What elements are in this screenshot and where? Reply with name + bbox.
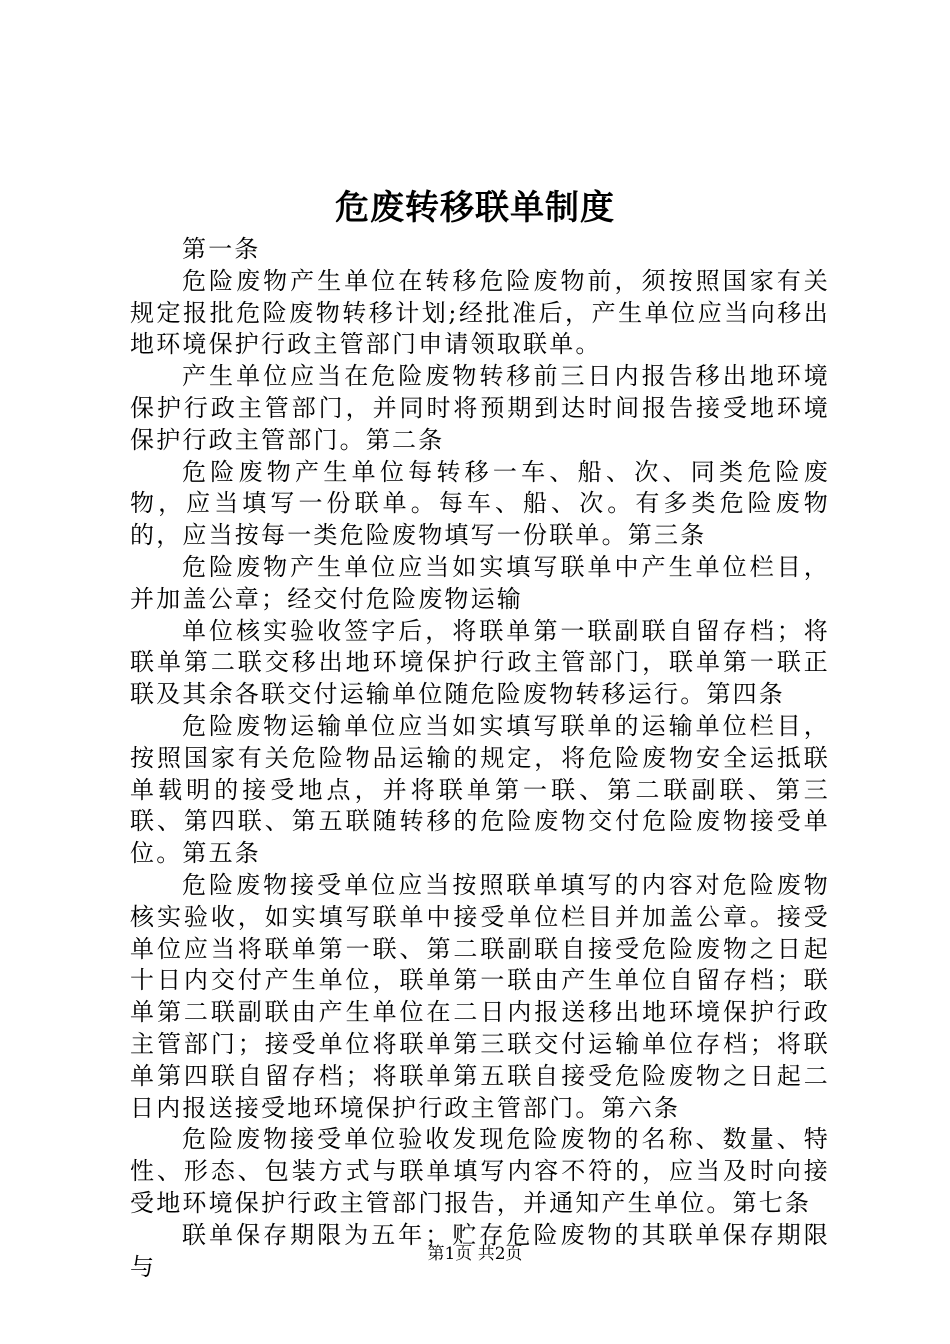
paragraph: 联单保存期限为五年；贮存危险废物的其联单保存期限与 <box>130 1220 830 1281</box>
paragraph: 危险废物产生单位在转移危险废物前，须按照国家有关规定报批危险废物转移计划;经批准后，产生单位应当向移出地环境保护行政主管部门申请领取联单。 <box>130 266 830 359</box>
paragraph: 危险废物接受单位应当按照联单填写的内容对危险废物核实验收，如实填写联单中接受单位栏目并加盖公章。接受单位应当将联单第一联、第二联副联自接受危险废物之日起十日内交付产生单位，联单第一联由产生单位自留存档；联单第二联副联由产生单位在二日内报送移出地环境保护行政主管部门；接受单位将联单第三联交付运输单位存档；将联单第四联自留存档；将联单第五联自接受危险废物之日起二日内报送接受地环境保护行政主管部门。第六条 <box>130 870 830 1122</box>
document-title: 危废转移联单制度 <box>335 188 615 228</box>
paragraph: 危险废物产生单位应当如实填写联单中产生单位栏目，并加盖公章；经交付危险废物运输 <box>130 552 830 613</box>
paragraph: 第一条 <box>182 235 261 263</box>
paragraph: 危险废物运输单位应当如实填写联单的运输单位栏目，按照国家有关危险物品运输的规定，将危险废物安全运抵联单载明的接受地点，并将联单第一联、第二联副联、第三联、第四联、第五联随转移的危险废物交付危险废物接受单位。第五条 <box>130 711 830 868</box>
paragraph: 产生单位应当在危险废物转移前三日内报告移出地环境保护行政主管部门，并同时将预期到达时间报告接受地环境保护行政主管部门。第二条 <box>130 362 830 454</box>
page-footer: 第1页 共2页 <box>427 1244 523 1264</box>
paragraph: 危险废物接受单位验收发现危险废物的名称、数量、特性、形态、包装方式与联单填写内容不符的，应当及时向接受地环境保护行政主管部门报告，并通知产生单位。第七条 <box>130 1125 830 1217</box>
document-body <box>130 234 830 1283</box>
paragraph: 单位核实验收签字后，将联单第一联副联自留存档；将联单第二联交移出地环境保护行政主管部门，联单第一联正联及其余各联交付运输单位随危险废物转移运行。第四条 <box>130 616 830 709</box>
paragraph: 危险废物产生单位每转移一车、船、次、同类危险废物，应当填写一份联单。每车、船、次。有多类危险废物的，应当按每一类危险废物填写一份联单。第三条 <box>130 457 830 550</box>
